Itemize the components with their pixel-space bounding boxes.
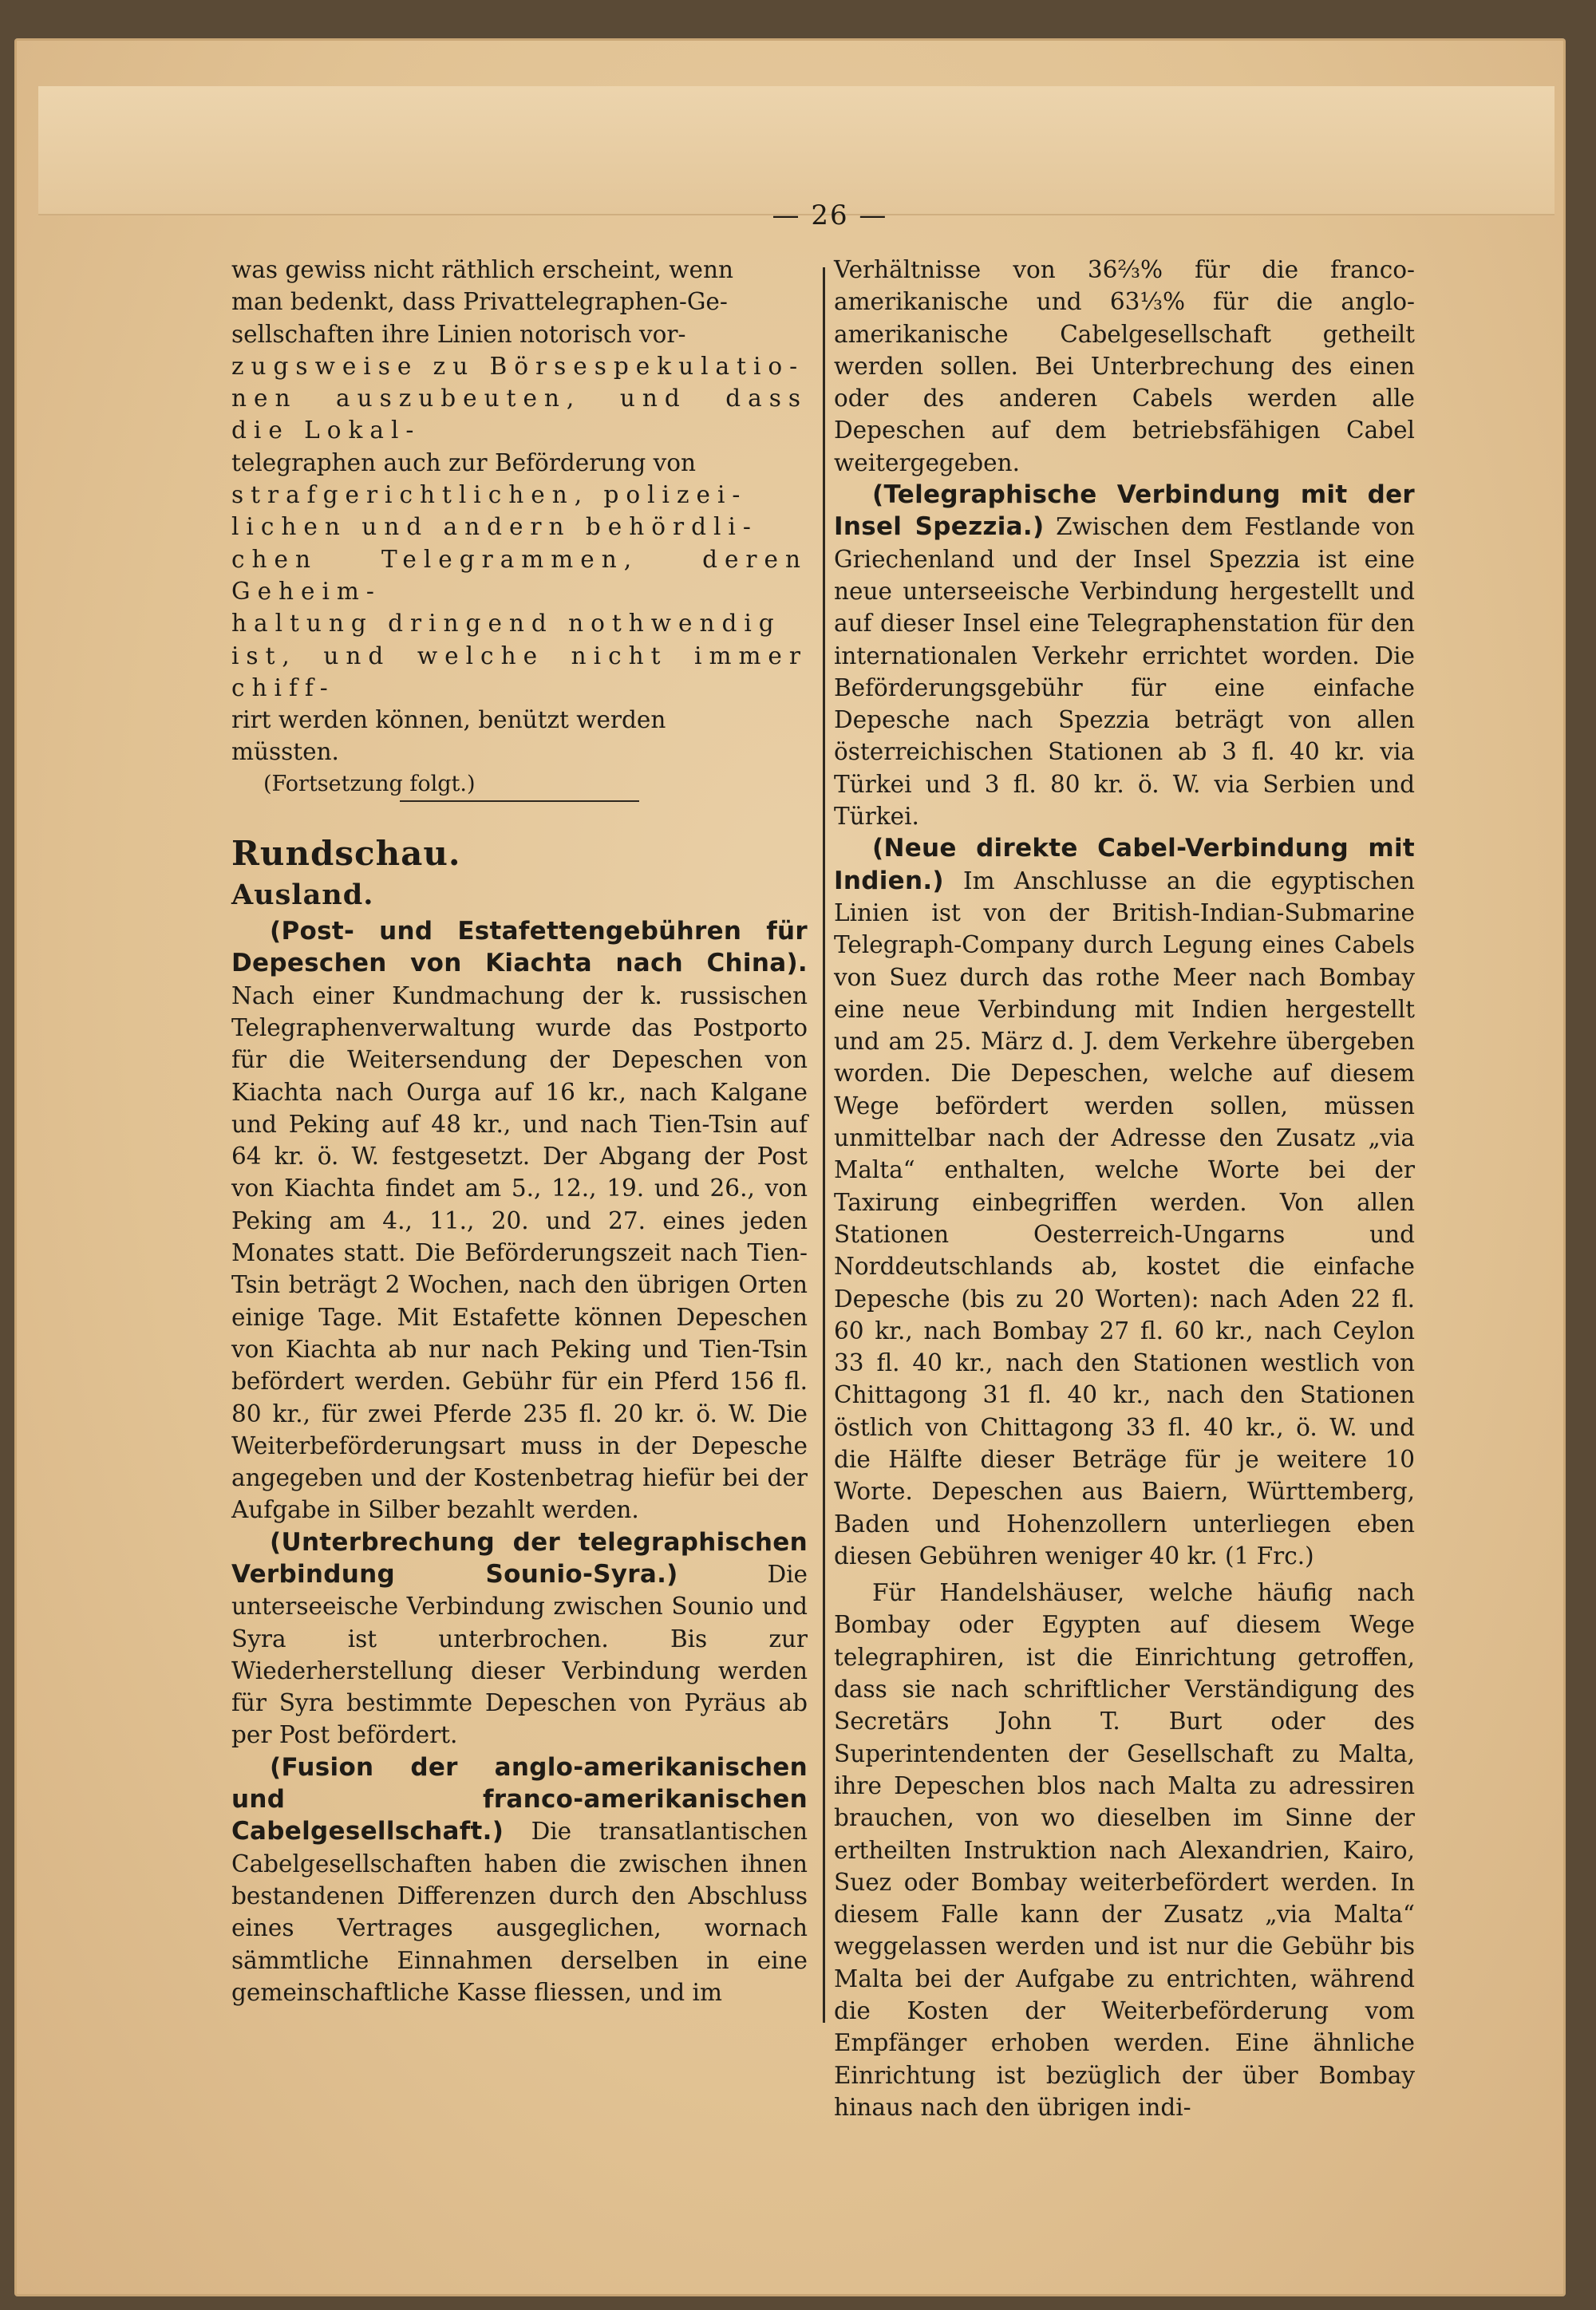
text-line: lichen und andern behördli- — [231, 513, 758, 541]
article-heading: (Fusion der anglo-amerikanischen und franco-amerikanischen Cabelgesellschaft.) — [231, 1752, 808, 1846]
closing-paragraph: Für Handelshäuser, welche häufig nach Bombay oder Egypten auf diesem Wege telegraphiren, ist die Einrichtung getroffen, dass sie nach schriftlicher Verständigung des Secretärs John T. Burt oder des Superintendenten der Gesellschaft zu Malta, ihre Depeschen blos nach Malta zu adressiren brauchen, von wo dieselben im Sinne der ertheilten Instruktion nach Alexandrien, Kairo, Suez oder Bombay weiterbefördert werden. In diesem Falle kann der Zusatz „via Malta“ weggelassen werden und ist nur die Gebühr bis Malta bei der Aufgabe zu entrichten, während die Kosten der Weiterbeförderung vom Empfänger erhoben werden. Eine ähnliche Einrichtung ist bezüglich der über Bombay hinaus nach den übrigen indi- — [834, 1579, 1415, 2121]
continued-paragraph: Verhältnisse von 36⅔% für die franco-amerikanische und 63⅓% für die anglo-amerikanische Cabelgesellschaft getheilt werden sollen. Bei Unterbrechung des einen oder des anderen Cabels werden alle Depeschen auf dem betriebsfähigen Cabel weitergegeben. — [834, 256, 1415, 476]
column-divider — [823, 267, 825, 2023]
continuation-text — [231, 254, 808, 768]
right-column — [834, 254, 1415, 2123]
text-line: telegraphen auch zur Beförderung von — [231, 448, 697, 476]
text-line: chen Telegrammen, deren Geheim- — [231, 545, 808, 605]
article-body: Nach einer Kundmachung der k. russischen Telegraphenverwaltung wurde das Postporto für die Weitersendung der Depeschen von Kiachta nach Ourga auf 16 kr., nach Kalgane und Peking auf 48 kr., und nach Tien-Tsin auf 64 kr. ö. W. festgesetzt. Der Abgang der Post von Kiachta findet am 5., 12., 19. und 26., von Peking am 4., 11., 20. und 27. eines jeden Monates statt. Die Beförderungszeit nach Tien-Tsin beträgt 2 Wochen, nach den übrigen Orten einige Tage. Mit Estafette können Depeschen von Kiachta ab nur nach Peking und Tien-Tsin befördert werden. Gebühr für ein Pferd 156 fl. 80 kr., für zwei Pferde 235 fl. 20 kr. ö. W. Die Weiterbeförderungsart muss in der Depesche angegeben und der Kostenbetrag hiefür bei der Aufgabe in Silber bezahlt werden. — [231, 981, 808, 1524]
text-line: ist, und welche nicht immer chiff- — [231, 642, 808, 701]
text-line: müssten. — [231, 738, 339, 766]
text-line: rirt werden können, benützt werden — [231, 706, 666, 734]
article-heading: (Neue direkte Cabel-Verbindung mit Indien.) — [834, 834, 1415, 895]
article-spezzia — [834, 479, 1415, 832]
article-cable-fusion — [231, 1751, 808, 2008]
section-divider — [400, 800, 639, 802]
text-line: man bedenkt, dass Privattelegraphen-Ge- — [231, 288, 728, 316]
continued-note: (Fortsetzung folgt.) — [263, 771, 476, 796]
article-body: Zwischen dem Festlande von Griechenland und der Insel Spezzia ist eine neue unterseeische Verbindung hergestellt und auf dieser Insel eine Telegraphenstation für den internationalen Verkehr errichtet worden. Die Beförderungsgebühr für eine einfache Depesche nach Spezzia beträgt von allen österreichischen Stationen ab 3 fl. 40 kr. via Türkei und 3 fl. 80 kr. ö. W. via Serbien und Türkei. — [834, 513, 1415, 831]
article-heading: (Telegraphische Verbindung mit der Insel Spezzia.) — [834, 480, 1415, 542]
text-line: nen auszubeuten, und dass die Lokal- — [231, 385, 808, 444]
text-line: zugsweise zu Börsespekulatio- — [231, 352, 805, 380]
text-line: strafgerichtlichen, polizei- — [231, 481, 748, 509]
article-sounio-syra — [231, 1526, 808, 1751]
article-body: Im Anschlusse an die egyptischen Linien ist von der British-Indian-Submarine Telegraph-Company durch Legung eines Cabels von Suez durch das rothe Meer nach Bombay eine neue Verbindung mit Indien hergestellt und am 25. März d. J. dem Verkehre übergeben worden. Die Depeschen, welche auf diesem Wege befördert werden sollen, müssen unmittelbar nach der Adresse den Zusatz „via Malta“ enthalten, welche Worte bei der Taxirung einbegriffen werden. Von allen Stationen Oesterreich-Ungarns und Norddeutschlands ab, kostet die einfache Depesche (bis zu 20 Worten): nach Aden 22 fl. 60 kr., nach Bombay 27 fl. 60 kr., nach Ceylon 33 fl. 40 kr., nach den Stationen westlich von Chittagong 31 fl. 40 kr., nach den Stationen östlich von Chittagong 33 fl. 40 kr., ö. W. und die Hälfte dieser Beträge für je weitere 10 Worte. Depeschen aus Baiern, Württemberg, Baden und Hohenzollern unterliegen eben diesen Gebühren weniger 40 kr. (1 Frc.) — [834, 867, 1415, 1570]
article-heading: (Unterbrechung der telegraphischen Verbindung Sounio-Syra.) — [231, 1527, 808, 1589]
article-body: Die unterseeische Verbindung zwischen Sounio und Syra ist unterbrochen. Bis zur Wiederherstellung dieser Verbindung werden für Syra bestimmte Depeschen von Pyräus ab per Post befördert. — [231, 1560, 808, 1749]
left-column — [231, 254, 808, 2008]
section-title: Rundschau. — [231, 834, 461, 874]
article-india-cable — [834, 832, 1415, 1572]
folded-corner — [38, 86, 1555, 215]
text-line: was gewiss nicht räthlich erscheint, wenn — [231, 256, 733, 283]
section-subtitle: Ausland. — [231, 879, 374, 912]
text-line: sellschaften ihre Linien notorisch vor- — [231, 320, 686, 348]
text-line: haltung dringend nothwendig — [231, 610, 781, 638]
page-number: — 26 — — [772, 199, 888, 231]
article-kiachta — [231, 915, 808, 1526]
article-body: Die transatlantischen Cabelgesellschaften haben die zwischen ihnen bestandenen Differenzen durch den Abschluss eines Vertrages ausgeglichen, wornach sämmtliche Einnahmen derselben in eine gemeinschaftliche Kasse fliessen, und im — [231, 1818, 808, 2006]
article-heading: (Post- und Estafettengebühren für Depeschen von Kiachta nach China). — [231, 917, 808, 978]
